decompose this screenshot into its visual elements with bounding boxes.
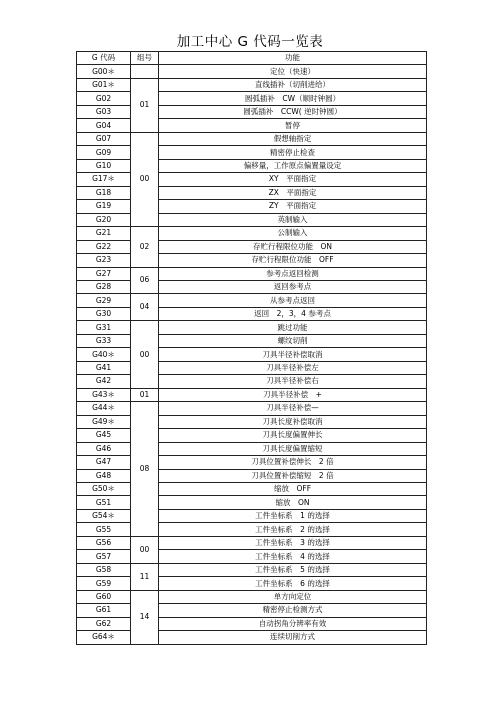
g-code-cell: G03 [77, 105, 131, 118]
function-cell: 定位（快速） [159, 65, 427, 78]
function-cell: 连续切削方式 [159, 631, 427, 644]
function-cell: 从参考点返回 [159, 294, 427, 307]
g-code-cell: G56 [77, 536, 131, 549]
function-cell: 存贮行程限位功能 ON [159, 240, 427, 253]
table-row [77, 65, 427, 78]
g-code-cell: G28 [77, 280, 131, 293]
table-row [77, 267, 427, 280]
g-code-cell: G58 [77, 563, 131, 576]
function-cell: 刀具位置补偿伸长 2 倍 [159, 456, 427, 469]
function-cell: 刀具长度补偿取消 [159, 415, 427, 428]
function-cell: 刀具长度偏置伸长 [159, 429, 427, 442]
group-cell: 06 [131, 267, 159, 294]
table-row [77, 92, 427, 105]
g-code-cell: G54＊ [77, 509, 131, 522]
table-row [77, 213, 427, 226]
table-row [77, 132, 427, 145]
group-cell: 01 [131, 78, 159, 132]
function-cell: 公制输入 [159, 227, 427, 240]
function-cell: 存贮行程限位功能 OFF [159, 254, 427, 267]
page-title: 加工中心 G 代码一览表 [176, 34, 324, 50]
g-code-cell: G45 [77, 429, 131, 442]
function-cell: 暂停 [159, 119, 427, 132]
function-cell: 假想轴指定 [159, 132, 427, 145]
g-code-cell: G07 [77, 132, 131, 145]
table-row [77, 307, 427, 320]
group-cell: 00 [131, 321, 159, 388]
function-cell: 返回参考点 [159, 280, 427, 293]
function-cell: 工件坐标系 3 的选择 [159, 536, 427, 549]
function-cell: 圆弧插补 CW（顺时钟圆） [159, 92, 427, 105]
table-row [77, 186, 427, 199]
g-code-cell: G44＊ [77, 402, 131, 415]
function-cell: 工件坐标系 4 的选择 [159, 550, 427, 563]
table-row [77, 375, 427, 388]
function-cell: 刀具长度偏置缩短 [159, 442, 427, 455]
g-code-cell: G09 [77, 146, 131, 159]
header-g-code: G 代码 [77, 52, 131, 65]
table-row [77, 200, 427, 213]
function-cell: 工件坐标系 1 的选择 [159, 509, 427, 522]
table-row [77, 78, 427, 91]
table-header-row [77, 52, 427, 65]
table-row [77, 254, 427, 267]
group-cell: 11 [131, 563, 159, 590]
function-cell: 精密停止检测方式 [159, 604, 427, 617]
g-code-cell: G29 [77, 294, 131, 307]
function-cell: 单方向定位 [159, 590, 427, 603]
table-row [77, 388, 427, 401]
table-row [77, 577, 427, 590]
g-code-cell: G20 [77, 213, 131, 226]
g-code-cell: G57 [77, 550, 131, 563]
table-row [77, 294, 427, 307]
g-code-cell: G40＊ [77, 348, 131, 361]
function-cell: 参考点返回检测 [159, 267, 427, 280]
g-code-cell: G02 [77, 92, 131, 105]
g-code-cell: G43＊ [77, 388, 131, 401]
table-row [77, 361, 427, 374]
table-row [77, 604, 427, 617]
group-cell: 14 [131, 590, 159, 644]
g-code-cell: G31 [77, 321, 131, 334]
table-row [77, 469, 427, 482]
function-cell: 工件坐标系 2 的选择 [159, 523, 427, 536]
function-cell: 工件坐标系 6 的选择 [159, 577, 427, 590]
function-cell: 返回 2，3，4 参考点 [159, 307, 427, 320]
g-code-cell: G50＊ [77, 483, 131, 496]
group-cell [131, 65, 159, 78]
table-row [77, 483, 427, 496]
group-cell: 02 [131, 227, 159, 267]
table-row [77, 617, 427, 630]
function-cell: XY 平面指定 [159, 173, 427, 186]
g-code-cell: G41 [77, 361, 131, 374]
group-cell: 01 [131, 388, 159, 401]
function-cell: ZY 平面指定 [159, 200, 427, 213]
group-cell: 00 [131, 536, 159, 563]
table-row [77, 119, 427, 132]
function-cell: 刀具半径补偿— [159, 402, 427, 415]
g-code-cell: G61 [77, 604, 131, 617]
function-cell: 工件坐标系 5 的选择 [159, 563, 427, 576]
table-row [77, 550, 427, 563]
table-row [77, 173, 427, 186]
g-code-cell: G55 [77, 523, 131, 536]
g-code-cell: G47 [77, 456, 131, 469]
g-code-cell: G00＊ [77, 65, 131, 78]
table-row [77, 631, 427, 644]
function-cell: 直线插补（切削进给） [159, 78, 427, 91]
g-code-cell: G04 [77, 119, 131, 132]
table-row [77, 496, 427, 509]
function-cell: 螺纹切削 [159, 334, 427, 347]
header-group: 组号 [131, 52, 159, 65]
g-code-cell: G01＊ [77, 78, 131, 91]
function-cell: 刀具半径补偿 + [159, 388, 427, 401]
table-row [77, 523, 427, 536]
g-code-cell: G23 [77, 254, 131, 267]
function-cell: 跳过功能 [159, 321, 427, 334]
g-code-cell: G48 [77, 469, 131, 482]
g-code-cell: G19 [77, 200, 131, 213]
table-row [77, 590, 427, 603]
table-row [77, 227, 427, 240]
g-code-cell: G17＊ [77, 173, 131, 186]
table-row [77, 159, 427, 172]
function-cell: 刀具位置补偿缩短 2 倍 [159, 469, 427, 482]
function-cell: 偏移量，工作原点偏置量设定 [159, 159, 427, 172]
table-row [77, 105, 427, 118]
g-code-cell: G62 [77, 617, 131, 630]
table-body [77, 65, 427, 644]
g-code-cell: G30 [77, 307, 131, 320]
g-code-cell: G10 [77, 159, 131, 172]
table-row [77, 429, 427, 442]
table-row [77, 334, 427, 347]
g-code-cell: G21 [77, 227, 131, 240]
function-cell: 圆弧插补 CCW( 逆时钟圆） [159, 105, 427, 118]
group-cell: 08 [131, 402, 159, 537]
function-cell: 英制输入 [159, 213, 427, 226]
g-code-cell: G33 [77, 334, 131, 347]
table-row [77, 563, 427, 576]
function-cell: 刀具半径补偿左 [159, 361, 427, 374]
g-code-cell: G22 [77, 240, 131, 253]
table-row [77, 348, 427, 361]
function-cell: 刀具半径补偿取消 [159, 348, 427, 361]
table-row [77, 415, 427, 428]
header-function: 功能 [159, 52, 427, 65]
group-cell: 04 [131, 294, 159, 321]
g-code-cell: G27 [77, 267, 131, 280]
function-cell: 自动拐角分辨率有效 [159, 617, 427, 630]
table-row [77, 509, 427, 522]
g-code-cell: G59 [77, 577, 131, 590]
table-row [77, 456, 427, 469]
function-cell: 缩放 OFF [159, 483, 427, 496]
g-code-cell: G51 [77, 496, 131, 509]
table-row [77, 280, 427, 293]
group-cell: 00 [131, 132, 159, 226]
g-code-cell: G18 [77, 186, 131, 199]
table-row [77, 321, 427, 334]
g-code-cell: G49＊ [77, 415, 131, 428]
g-code-table [76, 51, 427, 645]
g-code-cell: G64＊ [77, 631, 131, 644]
g-code-cell: G60 [77, 590, 131, 603]
g-code-cell: G46 [77, 442, 131, 455]
function-cell: 精密停止检查 [159, 146, 427, 159]
function-cell: ZX 平面指定 [159, 186, 427, 199]
table-row [77, 146, 427, 159]
table-row [77, 442, 427, 455]
table-row [77, 402, 427, 415]
function-cell: 刀具半径补偿右 [159, 375, 427, 388]
table-row [77, 240, 427, 253]
function-cell: 缩放 ON [159, 496, 427, 509]
table-row [77, 536, 427, 549]
g-code-cell: G42 [77, 375, 131, 388]
